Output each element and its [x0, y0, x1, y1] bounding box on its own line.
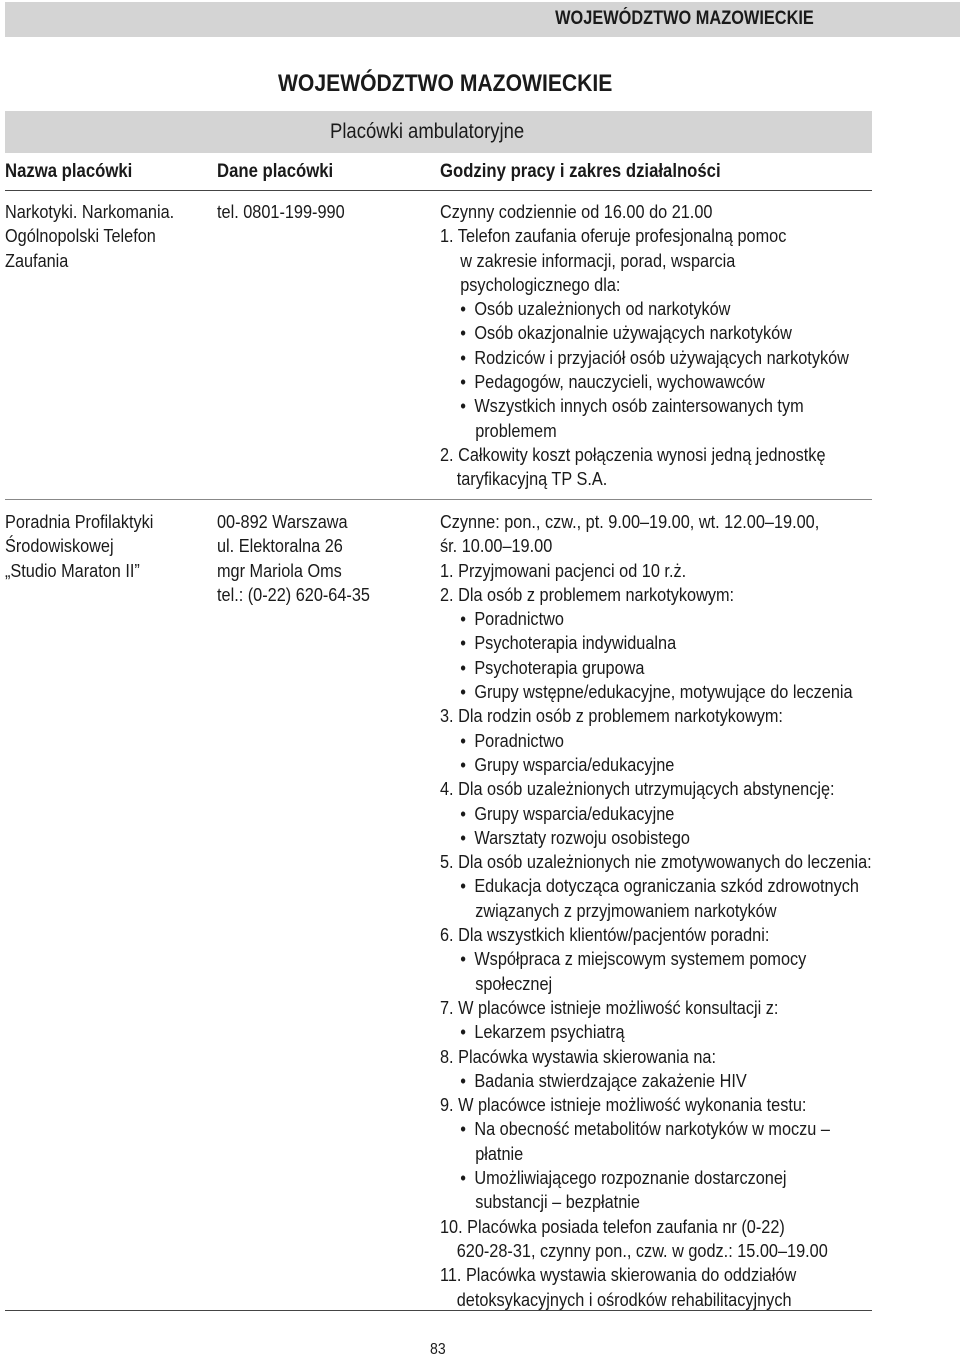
- line-text: 1. Telefon zaufania oferuje profesjonalną pomoc: [440, 225, 787, 247]
- bullet-item: [440, 1069, 872, 1093]
- line-text: 1. Przyjmowani pacjenci od 10 r.ż.: [440, 559, 687, 581]
- line-text: substancji – bezpłatnie: [475, 1191, 640, 1213]
- bullet-item: [440, 370, 849, 394]
- line-text: Czynny codziennie od 16.00 do 21.00: [440, 201, 713, 222]
- line-text: 6. Dla wszystkich klientów/pacjentów poradni:: [440, 924, 770, 946]
- bullet-icon: •: [460, 948, 466, 970]
- facility-name-line: Środowiskowej: [5, 535, 114, 557]
- bullet-icon: •: [460, 346, 466, 368]
- line-text: Osób okazjonalnie używających narkotyków: [474, 322, 792, 344]
- facility-contact-line: mgr Mariola Oms: [217, 559, 342, 581]
- description-line: [440, 443, 849, 467]
- description-line: [440, 1142, 872, 1166]
- facility-description: [440, 510, 931, 1312]
- line-text: Czynne: pon., czw., pt. 9.00–19.00, wt. 12.00–19.00,: [440, 511, 820, 532]
- bullet-item: [440, 802, 872, 826]
- line-text: 5. Dla osób uzależnionych nie zmotywowanych do leczenia:: [440, 851, 872, 873]
- description-line: [440, 972, 872, 996]
- line-text: psychologicznego dla:: [460, 273, 621, 295]
- bullet-item: [440, 826, 872, 850]
- column-header-contact: Dane placówki: [217, 161, 334, 182]
- description-line: [440, 777, 872, 801]
- description-line: [440, 704, 872, 728]
- bullet-icon: •: [460, 1118, 466, 1140]
- bullet-item: [440, 874, 872, 898]
- line-text: 3. Dla rodzin osób z problemem narkotykowym:: [440, 705, 783, 727]
- bullet-icon: •: [460, 1167, 466, 1189]
- description-line: [440, 923, 872, 947]
- facility-description: [440, 200, 905, 492]
- page-number: 83: [430, 1341, 446, 1358]
- facility-contact-line: tel.: (0-22) 620-64-35: [217, 583, 370, 605]
- line-text: 2. Całkowity koszt połączenia wynosi jedną jednostkę: [440, 443, 826, 465]
- line-text: Edukacja dotycząca ograniczania szkód zdrowotnych: [474, 875, 859, 897]
- bullet-item: [440, 680, 872, 704]
- facility-name-line: Narkotyki. Narkomania.: [5, 201, 175, 222]
- bottom-rule: [5, 1310, 872, 1311]
- line-text: Na obecność metabolitów narkotyków w moczu –: [474, 1118, 830, 1140]
- bullet-item: [440, 297, 849, 321]
- line-text: Grupy wsparcia/edukacyjne: [474, 753, 675, 775]
- bullet-item: [440, 656, 872, 680]
- description-line: [440, 1239, 872, 1263]
- facility-contact-line: 00-892 Warszawa: [217, 511, 348, 532]
- facility-name-line: Poradnia Profilaktyki: [5, 511, 154, 532]
- line-text: Pedagogów, nauczycieli, wychowawców: [474, 371, 765, 393]
- description-line: [440, 1093, 872, 1117]
- facility-contact-line: ul. Elektoralna 26: [217, 535, 343, 557]
- row-divider: [5, 499, 872, 500]
- line-text: 7. W placówce istnieje możliwość konsultacji z:: [440, 996, 779, 1018]
- bullet-icon: •: [460, 681, 466, 703]
- description-line: [440, 534, 872, 558]
- bullet-icon: •: [460, 802, 466, 824]
- bullet-item: [440, 753, 872, 777]
- line-text: Umożliwiającego rozpoznanie dostarczonej: [474, 1167, 787, 1189]
- bullet-icon: •: [460, 608, 466, 630]
- line-text: 11. Placówka wystawia skierowania do oddziałów: [440, 1264, 797, 1286]
- running-header-text: WOJEWÓDZTWO MAZOWIECKIE: [555, 8, 814, 29]
- section-band: [5, 111, 872, 153]
- line-text: taryfikacyjną TP S.A.: [456, 468, 608, 490]
- page-title: WOJEWÓDZTWO MAZOWIECKIE: [278, 70, 613, 97]
- line-text: w zakresie informacji, porad, wsparcia: [460, 249, 736, 271]
- line-text: społecznej: [475, 972, 553, 994]
- line-text: 4. Dla osób uzależnionych utrzymujących abstynencję:: [440, 778, 835, 800]
- description-line: [440, 1288, 872, 1312]
- line-text: Współpraca z miejscowym systemem pomocy: [474, 948, 807, 970]
- bullet-item: [440, 321, 849, 345]
- line-text: Lekarzem psychiatrą: [474, 1021, 625, 1043]
- bullet-item: [440, 1020, 872, 1044]
- bullet-icon: •: [460, 371, 466, 393]
- description-line: [440, 1215, 872, 1239]
- bullet-icon: •: [460, 729, 466, 751]
- description-line: [440, 200, 849, 224]
- bullet-icon: •: [460, 875, 466, 897]
- line-text: Osób uzależnionych od narkotyków: [474, 298, 731, 320]
- facility-name-line: Zaufania: [5, 249, 69, 271]
- line-text: Wszystkich innych osób zaintersowanych tym: [474, 395, 804, 417]
- line-text: związanych z przyjmowaniem narkotyków: [475, 899, 777, 921]
- facility-contact-line: tel. 0801-199-990: [217, 201, 345, 222]
- line-text: Psychoterapia indywidualna: [474, 632, 677, 654]
- line-text: płatnie: [475, 1142, 524, 1164]
- description-line: [440, 510, 872, 534]
- facility-contact: [217, 510, 391, 607]
- description-line: [440, 1190, 872, 1214]
- line-text: 10. Placówka posiada telefon zaufania nr (0-22): [440, 1215, 785, 1237]
- line-text: 8. Placówka wystawia skierowania na:: [440, 1045, 716, 1067]
- bullet-icon: •: [460, 298, 466, 320]
- column-header-name: Nazwa placówki: [5, 161, 133, 182]
- description-line: [440, 1263, 872, 1287]
- column-header-desc: Godziny pracy i zakres działalności: [440, 161, 721, 182]
- bullet-icon: •: [460, 322, 466, 344]
- description-line: [440, 583, 872, 607]
- bullet-item: [440, 1166, 872, 1190]
- line-text: detoksykacyjnych i ośrodków rehabilitacyjnych: [456, 1288, 792, 1310]
- bullet-item: [440, 394, 849, 418]
- description-line: [440, 249, 849, 273]
- bullet-icon: •: [460, 826, 466, 848]
- line-text: Warsztaty rozwoju osobistego: [474, 826, 690, 848]
- running-header: [5, 2, 960, 37]
- bullet-item: [440, 1117, 872, 1141]
- description-line: [440, 224, 849, 248]
- description-line: [440, 273, 849, 297]
- facility-name-line: „Studio Maraton II”: [5, 559, 140, 581]
- bullet-item: [440, 947, 872, 971]
- bullet-icon: •: [460, 656, 466, 678]
- description-line: [440, 559, 872, 583]
- line-text: Rodziców i przyjaciół osób używających narkotyków: [474, 346, 849, 368]
- line-text: Poradnictwo: [474, 729, 564, 751]
- facility-name: [5, 510, 174, 583]
- line-text: Psychoterapia grupowa: [474, 656, 645, 678]
- description-line: [440, 996, 872, 1020]
- facility-name: [5, 200, 197, 273]
- bullet-icon: •: [460, 753, 466, 775]
- line-text: śr. 10.00–19.00: [440, 535, 553, 557]
- line-text: 620-28-31, czynny pon., czw. w godz.: 15.00–19.00: [456, 1239, 828, 1261]
- line-text: Grupy wsparcia/edukacyjne: [474, 802, 675, 824]
- line-text: Badania stwierdzające zakażenie HIV: [474, 1069, 747, 1091]
- facility-name-line: Ogólnopolski Telefon: [5, 225, 156, 247]
- bullet-icon: •: [460, 1021, 466, 1043]
- line-text: Grupy wstępne/edukacyjne, motywujące do leczenia: [474, 681, 853, 703]
- bullet-item: [440, 729, 872, 753]
- table-header-row: [5, 155, 872, 191]
- section-title: Placówki ambulatoryjne: [330, 120, 525, 143]
- bullet-item: [440, 346, 849, 370]
- description-line: [440, 899, 872, 923]
- line-text: problemem: [475, 419, 557, 441]
- description-line: [440, 1045, 872, 1069]
- description-line: [440, 467, 849, 491]
- bullet-item: [440, 631, 872, 655]
- bullet-icon: •: [460, 395, 466, 417]
- facility-contact: [217, 200, 362, 224]
- line-text: 9. W placówce istnieje możliwość wykonania testu:: [440, 1094, 807, 1116]
- bullet-icon: •: [460, 632, 466, 654]
- line-text: 2. Dla osób z problemem narkotykowym:: [440, 583, 735, 605]
- description-line: [440, 419, 849, 443]
- description-line: [440, 850, 872, 874]
- bullet-icon: •: [460, 1069, 466, 1091]
- bullet-item: [440, 607, 872, 631]
- line-text: Poradnictwo: [474, 608, 564, 630]
